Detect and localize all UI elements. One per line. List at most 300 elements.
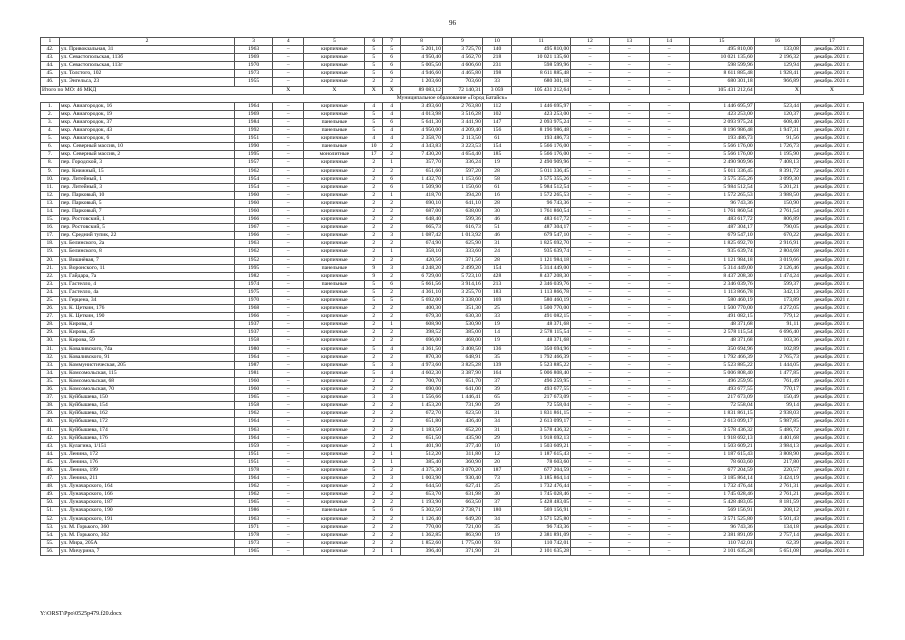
table-row [41, 539, 864, 547]
table-cell: 33 [482, 78, 511, 86]
table-cell: 6. [41, 143, 60, 151]
table-cell: – [272, 143, 303, 151]
table-cell: декабрь 2021 г. [800, 410, 863, 418]
table-row [41, 46, 864, 54]
table-cell: 46. [41, 78, 60, 86]
table-cell: 5 723,10 [443, 272, 483, 280]
table-cell: декабрь 2021 г. [800, 394, 863, 402]
table-row [41, 321, 864, 329]
table-row [41, 102, 864, 110]
table-cell: 1 003,90 [401, 475, 443, 483]
table-cell: – [272, 62, 303, 70]
table-cell: 10. [41, 175, 60, 183]
table-cell: 3 338,00 [443, 297, 483, 305]
table-cell: – [272, 523, 303, 531]
table-cell: 2 938,03 [754, 410, 800, 418]
table-cell: 105 431 212,64 [512, 86, 571, 94]
table-cell: 680 301,18 [512, 78, 571, 86]
table-cell: 15 [689, 38, 754, 46]
table-cell: ул. Мичурина, 7 [59, 547, 234, 555]
table-cell: – [609, 248, 649, 256]
table-cell: 2 [383, 539, 401, 547]
table-cell: – [272, 232, 303, 240]
table-cell: 1964 [235, 353, 273, 361]
table-cell: 231 [482, 62, 511, 70]
table-cell: – [571, 345, 610, 353]
table-cell: 371,56 [443, 256, 483, 264]
table-cell: ул. М. Горького, 360 [59, 523, 234, 531]
table-cell: – [272, 499, 303, 507]
table-cell: X [365, 86, 383, 94]
table-cell: 2 [365, 337, 383, 345]
table-cell: 52. [41, 515, 60, 523]
table-cell: 139 [482, 361, 511, 369]
table-row [41, 240, 864, 248]
table-cell: – [272, 426, 303, 434]
table-cell: 2 093 975,24 [512, 118, 571, 126]
table-cell: 930,40 [443, 475, 483, 483]
table-cell: 112 [482, 102, 511, 110]
table-cell: 8 181,59 [754, 499, 800, 507]
table-cell: 3 575 355,26 [689, 175, 754, 183]
table-cell: 2 613 099,17 [689, 418, 754, 426]
table-cell: 790,05 [754, 224, 800, 232]
table-cell: 1 572 265,53 [512, 191, 571, 199]
table-cell: 3 984,13 [754, 442, 800, 450]
table-cell: 5 [365, 70, 383, 78]
table-cell: 187 [482, 466, 511, 474]
table-cell: 44. [41, 450, 60, 458]
table-cell: декабрь 2021 г. [800, 159, 863, 167]
table-cell: 377,40 [443, 442, 483, 450]
table-cell: кирпичные [304, 321, 365, 329]
table-cell: 1 745 028,46 [689, 491, 754, 499]
table-cell: панельные [304, 118, 365, 126]
table-cell: 2 [383, 240, 401, 248]
table-cell: – [609, 151, 649, 159]
table-cell: 1960 [235, 377, 273, 385]
table-row [41, 523, 864, 531]
table-cell: 2 [365, 402, 383, 410]
table-cell: 2 757,14 [754, 531, 800, 539]
table-cell: 493 677,55 [512, 386, 571, 394]
table-cell: – [571, 547, 610, 555]
table-cell: 1960 [235, 386, 273, 394]
table-cell: – [571, 207, 610, 215]
table-cell: 20 [482, 458, 511, 466]
table-row [41, 313, 864, 321]
table-cell: – [272, 394, 303, 402]
table-cell: – [649, 232, 689, 240]
table-cell: – [649, 491, 689, 499]
table-cell: кирпичные [304, 377, 365, 385]
table-cell: 935 639,74 [512, 248, 571, 256]
table-cell: 41. [41, 426, 60, 434]
table-cell: – [272, 256, 303, 264]
table-cell: кирпичные [304, 240, 365, 248]
table-cell: 5 [365, 110, 383, 118]
table-cell: декабрь 2021 г. [800, 313, 863, 321]
table-cell: 72 558,04 [512, 402, 571, 410]
table-cell: 38. [41, 402, 60, 410]
table-cell: 1978 [235, 466, 273, 474]
table-cell: мкр. Северный массив, 2 [59, 151, 234, 159]
table-cell: 19 [482, 321, 511, 329]
table-cell: 2 [383, 224, 401, 232]
table-cell: 1 446,41 [443, 394, 483, 402]
table-cell: декабрь 2021 г. [800, 499, 863, 507]
table-cell: 2 [365, 305, 383, 313]
table-cell: – [649, 410, 689, 418]
register-table [40, 37, 864, 556]
table-cell: 1951 [235, 450, 273, 458]
table-cell: 1 446 695,97 [512, 102, 571, 110]
table-cell: – [649, 507, 689, 515]
table-cell: кирпичные [304, 475, 365, 483]
table-cell: кирпичные [304, 450, 365, 458]
table-cell: 1 792 466,39 [512, 353, 571, 361]
table-cell: 54. [41, 531, 60, 539]
table-cell: ул. Луначарского, 166 [59, 491, 234, 499]
table-cell: 198 [482, 70, 511, 78]
table-cell: ул. Гастелло, 4 [59, 280, 234, 288]
table-cell: – [609, 499, 649, 507]
table-cell: – [649, 199, 689, 207]
table-cell: 18. [41, 240, 60, 248]
table-cell: 2 [383, 337, 401, 345]
table-cell: – [571, 54, 610, 62]
table-cell: 46 [482, 216, 511, 224]
table-cell: 1963 [235, 46, 273, 54]
table-cell: 679,30 [401, 313, 443, 321]
table-cell: 31. [41, 345, 60, 353]
table-cell: 6 [383, 280, 401, 288]
table-cell: 530,90 [443, 321, 483, 329]
table-cell: Муниципальное образование «Город Батайск» [41, 94, 864, 102]
table-cell: 423 253,00 [512, 110, 571, 118]
table-cell: – [571, 305, 610, 313]
table-row [41, 167, 864, 175]
table-cell: кирпичные [304, 394, 365, 402]
table-cell: 625,90 [443, 240, 483, 248]
table-cell: 1975 [235, 288, 273, 296]
table-cell: 3. [41, 118, 60, 126]
table-cell: 48. [41, 483, 60, 491]
table-cell: 3 914,16 [443, 280, 483, 288]
table-cell: 147 [482, 118, 511, 126]
table-cell: 608,90 [401, 321, 443, 329]
table-cell: 3 825,28 [443, 361, 483, 369]
table-cell: 17 [365, 151, 383, 159]
table-cell: 134,18 [754, 523, 800, 531]
table-cell: 1 [383, 547, 401, 555]
table-row [41, 394, 864, 402]
column-number-row [41, 38, 864, 46]
table-cell: 1965 [235, 499, 273, 507]
table-cell: 1 500 770,00 [689, 305, 754, 313]
table-cell: 4 343,83 [401, 143, 443, 151]
table-cell: 1965 [235, 547, 273, 555]
table-cell: 3 [383, 232, 401, 240]
table-cell: 2 [365, 313, 383, 321]
table-cell: 1 477,85 [754, 369, 800, 377]
table-cell: – [571, 232, 610, 240]
table-cell: 133,08 [754, 46, 800, 54]
table-cell: – [649, 110, 689, 118]
table-cell: кирпичные [304, 305, 365, 313]
table-cell: 24 [482, 248, 511, 256]
table-cell: 401,90 [401, 442, 443, 450]
table-cell: 1962 [235, 410, 273, 418]
table-cell: мкр. Авиагородок, 43 [59, 127, 234, 135]
table-cell: 2 [383, 256, 401, 264]
table-cell: 2 [365, 240, 383, 248]
table-cell: 2 [383, 78, 401, 86]
table-cell: 2 [365, 547, 383, 555]
table-cell: – [571, 297, 610, 305]
table-cell: 1973 [235, 70, 273, 78]
table-cell: – [571, 402, 610, 410]
table-cell: – [609, 70, 649, 78]
table-cell: – [649, 127, 689, 135]
table-row [41, 361, 864, 369]
table-cell: 495 810,00 [689, 46, 754, 54]
table-cell: 218 [482, 54, 511, 62]
table-cell: – [571, 507, 610, 515]
table-cell: – [571, 175, 610, 183]
table-cell: 185 [482, 151, 511, 159]
table-cell: – [609, 442, 649, 450]
table-cell: – [649, 272, 689, 280]
table-cell: ул. Коваливского, 74а [59, 345, 234, 353]
table-cell: 2 [365, 523, 383, 531]
table-cell: 1 121 984,18 [689, 256, 754, 264]
table-cell: 89 083,12 [401, 86, 443, 94]
table-cell: 648,91 [443, 353, 483, 361]
table-cell: ул. Ленина, 172 [59, 450, 234, 458]
table-cell: – [609, 240, 649, 248]
table-cell: 1995 [235, 151, 273, 159]
table-cell: 5 201,10 [401, 46, 443, 54]
table-cell: 1 121 984,18 [512, 256, 571, 264]
table-cell: 10 [482, 38, 511, 46]
table-row [41, 62, 864, 70]
table-cell: 8 611 885,48 [512, 70, 571, 78]
table-cell: 6 [383, 54, 401, 62]
table-cell: 154 [482, 143, 511, 151]
table-row [41, 175, 864, 183]
table-cell: 1 918 692,13 [689, 434, 754, 442]
table-cell: 10 [365, 143, 383, 151]
table-cell: 1963 [235, 515, 273, 523]
table-cell: кирпичные [304, 183, 365, 191]
table-cell: – [272, 207, 303, 215]
table-cell: декабрь 2021 г. [800, 297, 863, 305]
table-cell: – [272, 377, 303, 385]
table-row [41, 410, 864, 418]
table-cell: декабрь 2021 г. [800, 248, 863, 256]
table-cell: 428 [482, 272, 511, 280]
table-cell: 2 [365, 248, 383, 256]
table-cell: 779,12 [754, 313, 800, 321]
table-cell: 1 761 860,54 [512, 207, 571, 215]
table-cell: 651,50 [401, 434, 443, 442]
table-cell: ул. Толстого, 102 [59, 70, 234, 78]
table-cell: 357,70 [401, 159, 443, 167]
table-cell: 487 304,17 [512, 224, 571, 232]
table-cell: – [272, 54, 303, 62]
table-cell: 6 729,00 [401, 272, 443, 280]
table-cell: 217,80 [754, 458, 800, 466]
table-cell: 1962 [235, 491, 273, 499]
table-cell: 156 [482, 127, 511, 135]
table-cell: – [571, 531, 610, 539]
table-cell: 15. [41, 216, 60, 224]
table-cell: 1 126,40 [401, 515, 443, 523]
table-cell: 91,56 [754, 135, 800, 143]
table-cell: – [571, 199, 610, 207]
table-cell: – [272, 280, 303, 288]
table-row [41, 329, 864, 337]
table-row [41, 345, 864, 353]
table-cell: – [571, 515, 610, 523]
table-cell: – [609, 62, 649, 70]
table-cell: 690,00 [401, 386, 443, 394]
table-cell: – [571, 183, 610, 191]
table-cell: 1984 [235, 118, 273, 126]
table-cell: 351,30 [443, 305, 483, 313]
table-cell: – [272, 199, 303, 207]
table-row [41, 159, 864, 167]
table-cell: 2 [383, 483, 401, 491]
table-cell: 2 [383, 426, 401, 434]
table-cell: ул. Куйбышева, 150 [59, 394, 234, 402]
table-cell: 1 [383, 191, 401, 199]
table-cell: 651,60 [401, 167, 443, 175]
table-cell: 2 093 975,24 [689, 118, 754, 126]
table-cell: – [609, 297, 649, 305]
table-cell: 8. [41, 159, 60, 167]
table-cell: – [649, 539, 689, 547]
table-cell: 2 [383, 515, 401, 523]
table-cell: 1 444,05 [754, 361, 800, 369]
table-row [41, 531, 864, 539]
table-cell: пер. Литейный, 3 [59, 183, 234, 191]
table-cell: – [649, 54, 689, 62]
table-cell: 1964 [235, 434, 273, 442]
table-cell: – [272, 167, 303, 175]
table-cell: 2 499,20 [443, 264, 483, 272]
table-cell: 120,37 [754, 110, 800, 118]
table-cell: 2 [365, 410, 383, 418]
table-cell: 2 126,46 [754, 264, 800, 272]
table-cell: 29 [482, 434, 511, 442]
table-cell: – [609, 288, 649, 296]
table-cell: 4 602,30 [401, 369, 443, 377]
table-cell: – [609, 110, 649, 118]
table-cell: 1951 [235, 458, 273, 466]
table-cell: 2 [365, 329, 383, 337]
table-cell: – [272, 442, 303, 450]
table-cell: декабрь 2021 г. [800, 199, 863, 207]
table-cell: 28 [482, 199, 511, 207]
table-cell: 5 692,00 [401, 297, 443, 305]
table-cell: – [571, 240, 610, 248]
table-cell: декабрь 2021 г. [800, 167, 863, 175]
table-row [41, 191, 864, 199]
table-cell: 4 361,10 [401, 288, 443, 296]
table-cell: кирпичные [304, 224, 365, 232]
table-cell: 1 792 466,39 [689, 353, 754, 361]
table-cell: 8 437 208,30 [512, 272, 571, 280]
table-cell: 1 087,42 [401, 232, 443, 240]
table-cell: – [272, 361, 303, 369]
table-cell: – [272, 102, 303, 110]
table-cell: 1982 [235, 272, 273, 280]
table-row [41, 143, 864, 151]
table-cell: 1 187 615,43 [689, 450, 754, 458]
table-cell: кирпичные [304, 410, 365, 418]
table-cell: 6 [383, 118, 401, 126]
table-cell: 78 603,60 [689, 458, 754, 466]
table-cell: 30 [482, 491, 511, 499]
table-cell: мкр. Авиагородок, 6 [59, 135, 234, 143]
table-cell: – [571, 369, 610, 377]
table-cell: 1 918 692,13 [512, 434, 571, 442]
table-cell: 103,36 [754, 337, 800, 345]
table-cell: – [649, 313, 689, 321]
table-cell: 731,90 [443, 402, 483, 410]
table-cell: 65 [482, 394, 511, 402]
table-cell: 24. [41, 288, 60, 296]
table-cell: 2 490 909,96 [512, 159, 571, 167]
table-cell: 495 810,00 [512, 46, 571, 54]
table-cell: 5 651,08 [754, 547, 800, 555]
table-cell: – [272, 224, 303, 232]
table-cell: 180 [482, 507, 511, 515]
table-cell: 1969 [235, 54, 273, 62]
table-cell: – [649, 207, 689, 215]
table-cell: ул. Гайдара, 7а [59, 272, 234, 280]
table-cell: 418,70 [401, 191, 443, 199]
table-cell: декабрь 2021 г. [800, 143, 863, 151]
table-cell: 19 [482, 337, 511, 345]
table-cell: 2 916,91 [754, 240, 800, 248]
table-cell: кирпичные [304, 499, 365, 507]
table-cell: 608,40 [754, 118, 800, 126]
table-cell: 700,70 [401, 377, 443, 385]
table-cell: 37 [482, 377, 511, 385]
table-cell: кирпичные [304, 62, 365, 70]
table-cell: 1 825 692,70 [689, 240, 754, 248]
table-cell: 342,13 [754, 288, 800, 296]
table-cell: 129,94 [754, 62, 800, 70]
table-cell: 31 [482, 240, 511, 248]
table-cell: 2 [365, 216, 383, 224]
table-cell: ул. Герцена, 34 [59, 297, 234, 305]
table-cell: декабрь 2021 г. [800, 216, 863, 224]
table-cell: – [649, 475, 689, 483]
table-cell: 1970 [235, 297, 273, 305]
table-cell: 2 [383, 207, 401, 215]
table-cell: 4 [365, 135, 383, 143]
table-cell: 1971 [235, 523, 273, 531]
table-cell: – [571, 394, 610, 402]
table-cell: декабрь 2021 г. [800, 337, 863, 345]
table-cell: 3 725,70 [443, 46, 483, 54]
table-cell: 33 [482, 313, 511, 321]
table-cell: 2 [383, 386, 401, 394]
